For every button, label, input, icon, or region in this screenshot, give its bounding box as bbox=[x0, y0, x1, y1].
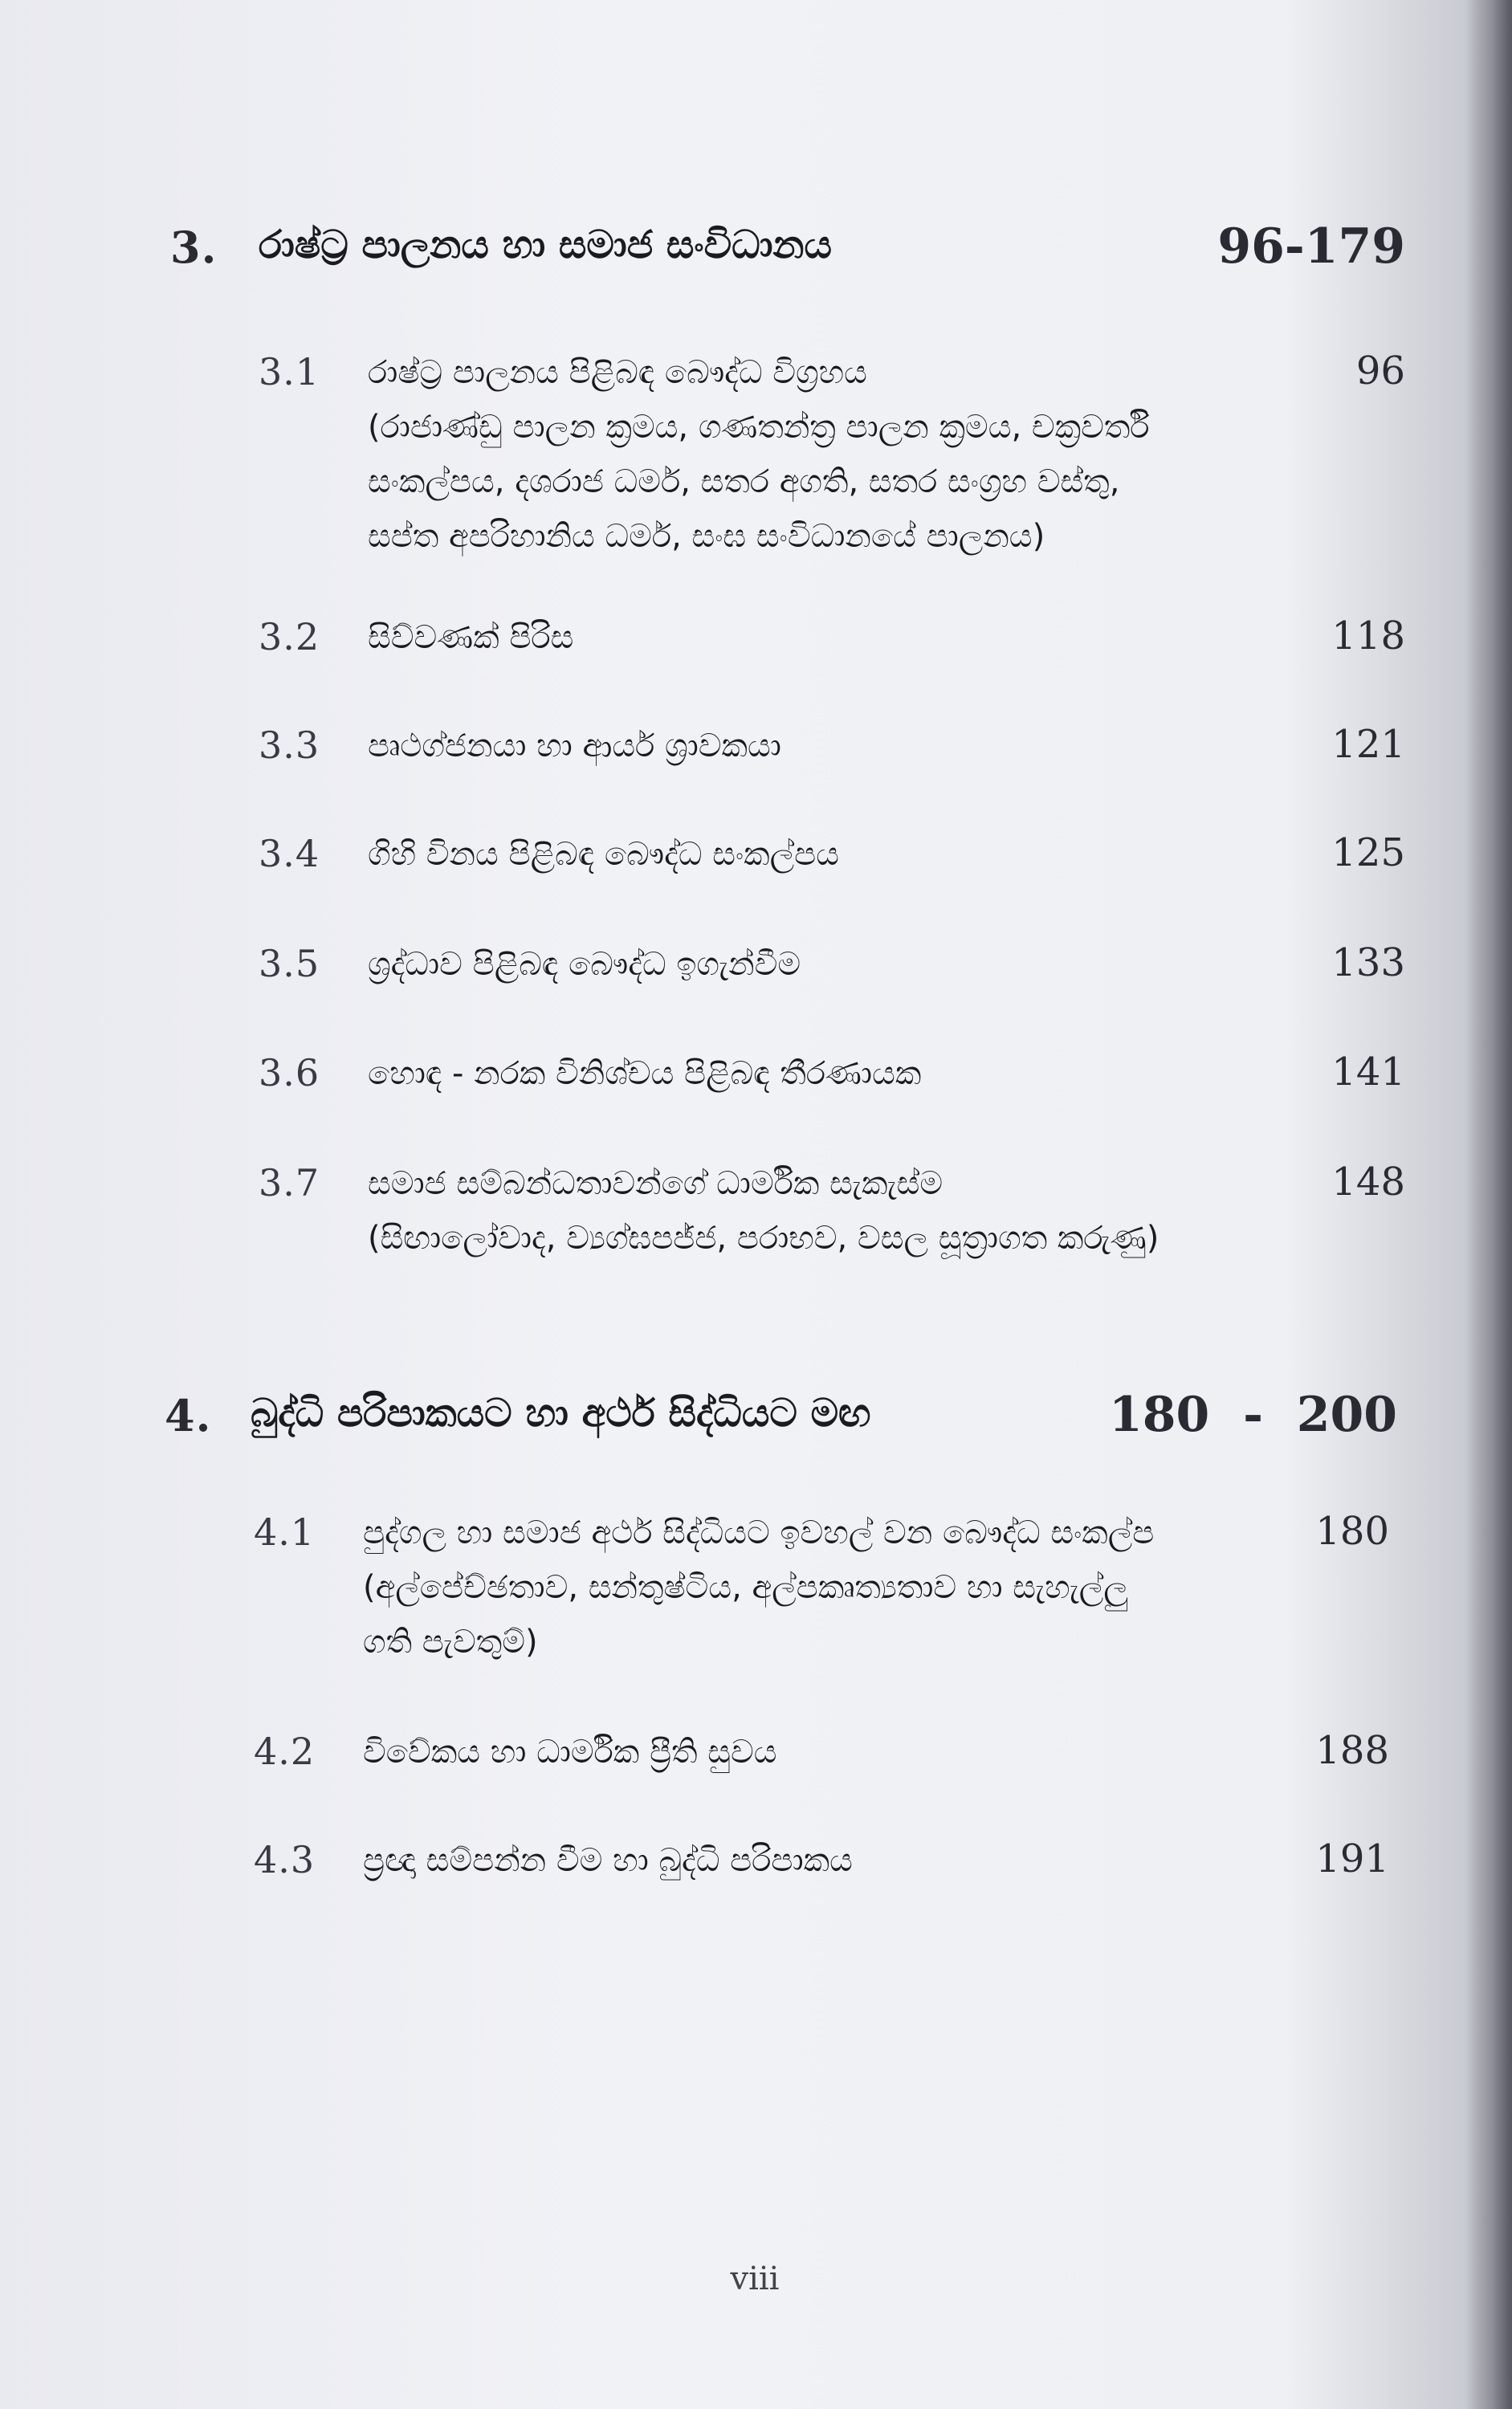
section-page: 96 bbox=[1355, 349, 1405, 393]
section-number: 3.7 bbox=[259, 1161, 320, 1204]
section-number: 3.6 bbox=[259, 1051, 320, 1094]
section-number: 4.2 bbox=[254, 1730, 316, 1773]
section-number: 3.2 bbox=[259, 615, 320, 658]
section-title: ගිහි විනය පිළිබඳ බෞද්ධ සංකල්පය bbox=[368, 836, 839, 873]
chapter-number: 3. bbox=[170, 222, 218, 273]
section-page: 121 bbox=[1331, 722, 1405, 767]
chapter-title: රාෂ්ට්‍ර පාලනය හා සමාජ සංවිධානය bbox=[259, 222, 832, 267]
section-page: 141 bbox=[1331, 1050, 1405, 1094]
section-number: 3.4 bbox=[259, 832, 320, 875]
section-page: 118 bbox=[1331, 613, 1405, 658]
section-page: 188 bbox=[1315, 1728, 1389, 1773]
section-page: 180 bbox=[1315, 1509, 1389, 1554]
section-title: ශ්‍රද්ධාව පිළිබඳ බෞද්ධ ඉගැන්වීම bbox=[368, 946, 801, 983]
section-number: 3.5 bbox=[259, 942, 320, 985]
section-title: ප්‍රඥා සම්පන්න වීම හා බුද්ධි පරිපාකය bbox=[363, 1842, 853, 1879]
section-title: සිව්වණක් පිරිස bbox=[368, 619, 574, 656]
section-number: 4.3 bbox=[254, 1838, 316, 1881]
section-page: 125 bbox=[1331, 830, 1405, 875]
page-edge-shadow bbox=[1464, 0, 1512, 2409]
section-title: සමාජ සම්බන්ධතාවන්ගේ ධාර්මික සැකැස්ම (සිඟාලෝවාද, ව්‍යග්ඝපජ්ජ, පරාභව, වසල සූත්‍රාගත කරුණු) bbox=[368, 1165, 1159, 1257]
section-page: 191 bbox=[1315, 1836, 1389, 1881]
section-title: පුද්ගල හා සමාජ අර්ථ සිද්ධියට ඉවහල් වන බෞද්ධ සංකල්ප (අල්පේච්ඡතාව, සන්තුෂ්ටිය, අල්පකෘත්‍යතාව හා සැහැල්ලු ගති පැවතුම්) bbox=[363, 1514, 1155, 1661]
section-number: 3.1 bbox=[259, 350, 320, 393]
section-number: 4.1 bbox=[254, 1510, 316, 1554]
section-title: රාෂ්ට්‍ර පාලනය පිළිබඳ බෞද්ධ විග්‍රහය (රාජාණ්ඩු පාලන ක්‍රමය, ගණතන්ත්‍ර පාලන ක්‍රමය, චක්‍රවර්ති සංකල්පය, දශරාජ ධර්ම, සතර අගති, සතර සංග්‍රහ වස්තු, සප්ත අපරිහානිය ධර්ම, සංඝ සංවිධානයේ පාලනය) bbox=[368, 354, 1150, 555]
chapter-page-range: 180 - 200 bbox=[1109, 1387, 1397, 1443]
chapter-title: බුද්ධි පරිපාකයට හා අර්ථ සිද්ධියට මඟ bbox=[251, 1391, 871, 1436]
section-page: 133 bbox=[1331, 940, 1405, 985]
section-title: හොඳ - නරක විනිශ්චය පිළිබඳ තීරණායක bbox=[368, 1055, 922, 1092]
section-page: 148 bbox=[1331, 1160, 1405, 1204]
chapter-page-range: 96-179 bbox=[1217, 218, 1405, 275]
page-folio: viii bbox=[730, 2260, 780, 2297]
chapter-number: 4. bbox=[165, 1390, 212, 1441]
section-title: පෘථග්ජනයා හා ආර්ය ශ්‍රාවකයා bbox=[368, 728, 781, 764]
section-title: විවේකය හා ධාර්මික ප්‍රීති සුවය bbox=[363, 1734, 777, 1771]
section-number: 3.3 bbox=[259, 724, 320, 767]
